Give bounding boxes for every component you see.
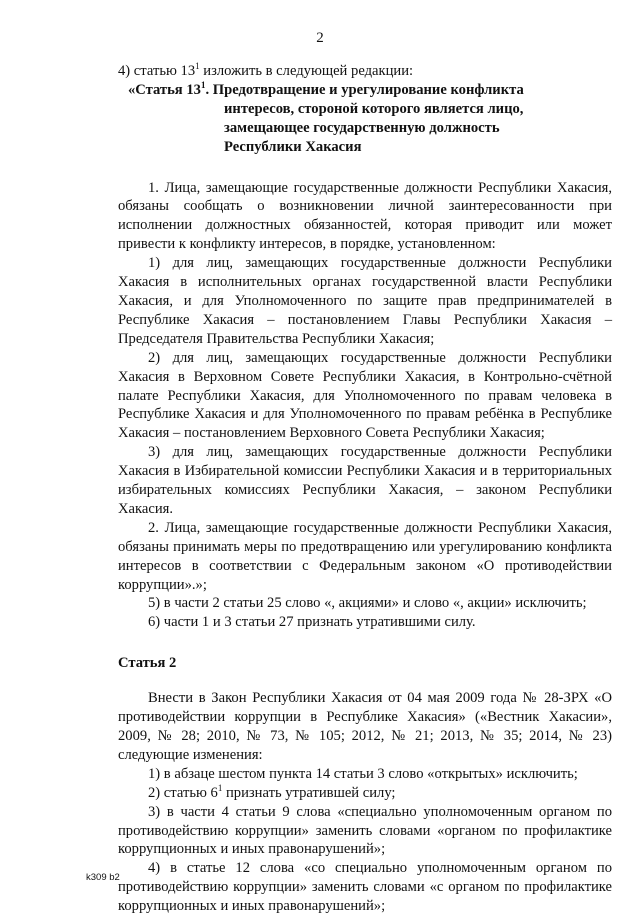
spacer	[118, 632, 612, 654]
intro-superscript: 1	[195, 61, 200, 72]
footer-code: k309 b2	[86, 872, 120, 883]
paragraph-text-a: 2) статью 6	[148, 784, 218, 801]
paragraph: 2) для лиц, замещающих государственные должности Республики Хакасия в Верховном Совете Республики Хакасия, в Контрольно-счётной палате Республики Хакасия, для Уполномоченного по правам человека в Республике Хакасия и для Уполномоченного по правам ребёнка в Республике Хакасия – постановлением Верховного Совета Республики Хакасия;	[118, 349, 612, 442]
paragraph: Внести в Закон Республики Хакасия от 04 мая 2009 года № 28-ЗРХ «О противодействии коррупции в Республике Хакасия» («Вестник Хакасии», 2009, № 28; 2010, № 73, № 105; 2012, № 21; 2013, № 35; 2014, № 23) следующие изменения:	[118, 690, 612, 763]
paragraph: 2. Лица, замещающие государственные должности Республики Хакасия, обязаны принимать меры по предотвращению или урегулированию конфликта интересов в соответствии с Федеральным законом «О противодействии коррупции».»;	[118, 519, 612, 593]
paragraph-text-b: признать утратившей силу;	[222, 784, 396, 801]
article-13-1-title-a: «Статья 13	[128, 81, 201, 98]
paragraph: 6) части 1 и 3 статьи 27 признать утратившими силу.	[148, 614, 476, 631]
amendment-intro	[118, 62, 612, 81]
spacer	[118, 673, 612, 689]
article-2-heading: Статья 2	[118, 655, 177, 672]
article-13-1-title-line2: интересов, стороной которого является лицо,	[224, 100, 524, 117]
paragraph	[118, 784, 612, 803]
paragraph: 1) в абзаце шестом пункта 14 статьи 3 слово «открытых» исключить;	[148, 765, 578, 782]
paragraph: 3) в части 4 статьи 9 слова «специально уполномоченным органом по противодействию коррупции» заменить словами «органом по профилактике коррупционных и иных правонарушений»;	[118, 803, 612, 858]
article-13-1-title-line4: Республики Хакасия	[224, 138, 362, 155]
paragraph: 1. Лица, замещающие государственные должности Республики Хакасия, обязаны сообщать о возникновении личной заинтересованности при исполнении должностных обязанностей, которая приводит или может привести к конфликту интересов, в порядке, установленном:	[118, 179, 612, 253]
document-body	[118, 62, 612, 916]
paragraph: 5) в части 2 статьи 25 слово «, акциями» и слово «, акции» исключить;	[148, 595, 587, 612]
article-13-1-title-line3: замещающее государственную должность	[224, 119, 500, 136]
article-13-1-superscript: 1	[200, 80, 206, 91]
intro-text-b: изложить в следующей редакции:	[199, 63, 414, 79]
article-13-1-title-b: . Предотвращение и урегулирование конфликта	[205, 81, 524, 98]
article-13-1-title-line1	[128, 81, 612, 100]
paragraph: 1) для лиц, замещающих государственные должности Республики Хакасия в исполнительных органах государственной власти Республики Хакасия, и для Уполномоченного по защите прав предпринимателей в Республике Хакасия – постановлением Главы Республики Хакасия – Председателя Правительства Республики Хакасия;	[118, 255, 612, 347]
spacer	[118, 157, 612, 179]
intro-text-a: 4) статью 13	[118, 63, 196, 79]
paragraph: 4) в статье 12 слова «со специально уполномоченным органом по противодействию коррупции» заменить словами «с органом по профилактике коррупционных и иных правонарушений»;	[118, 860, 612, 915]
paragraph-superscript: 1	[217, 782, 223, 793]
paragraph: 3) для лиц, замещающих государственные должности Республики Хакасия в Избирательной комиссии Республики Хакасия и в территориальных избирательных комиссиях Республики Хакасия, – законом Республики Хакасия.	[118, 444, 612, 517]
page-number: 2	[316, 30, 324, 46]
article-13-1-heading	[128, 81, 612, 157]
